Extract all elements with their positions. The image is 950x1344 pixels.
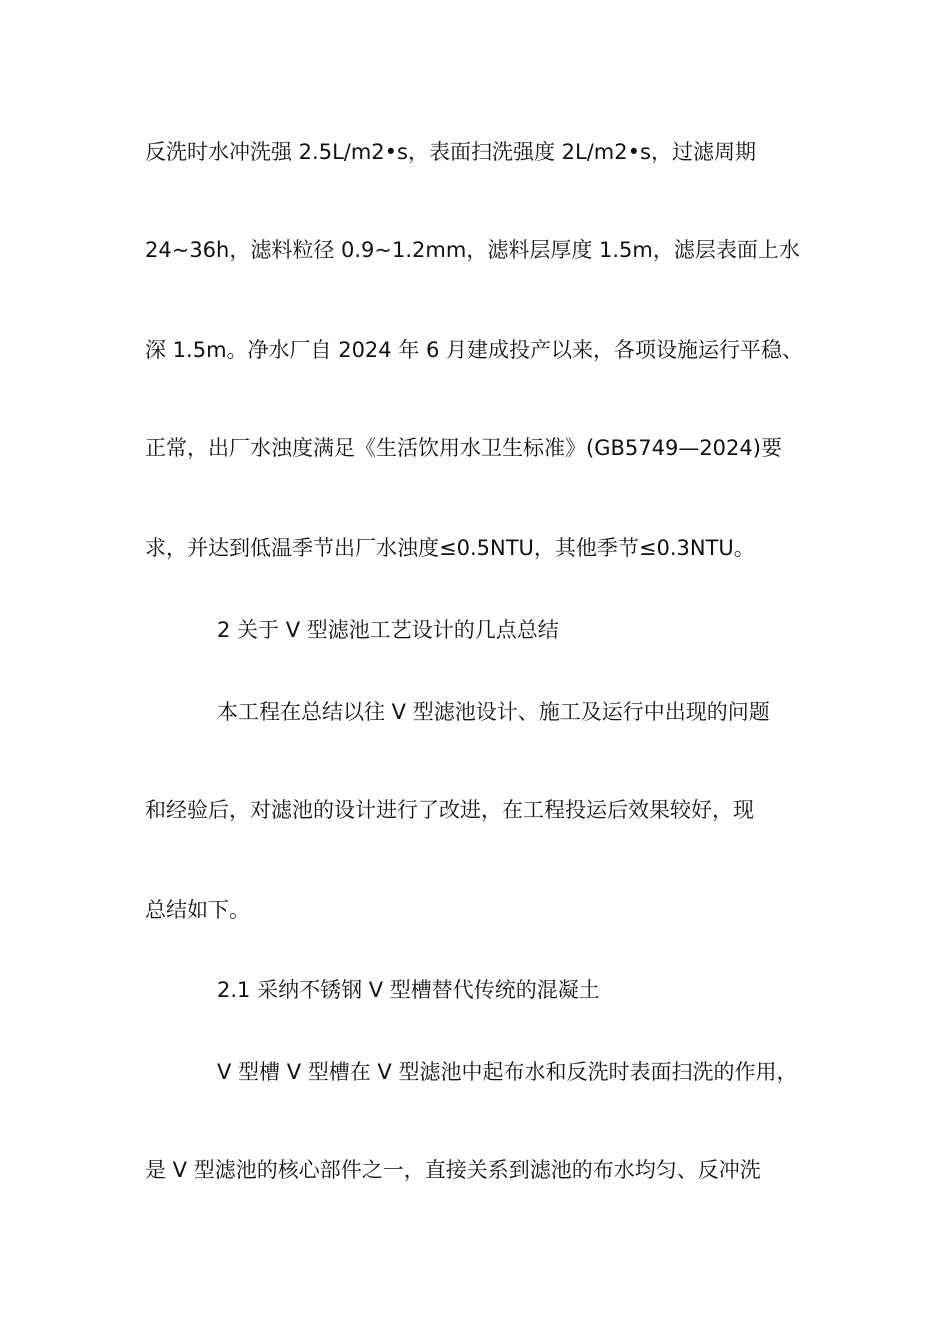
paragraph-line: 求，并达到低温季节出厂水浊度≤0.5NTU，其他季节≤0.3NTU。 (145, 536, 755, 560)
paragraph-line: V 型槽 V 型槽在 V 型滤池中起布水和反洗时表面扫洗的作用， (217, 1060, 798, 1084)
paragraph-line: 24~36h，滤料粒径 0.9~1.2mm，滤料层厚度 1.5m，滤层表面上水 (145, 238, 800, 262)
paragraph-line: 正常，出厂水浊度满足《生活饮用水卫生标准》(GB5749—2024)要 (145, 436, 782, 460)
paragraph-line: 是 V 型滤池的核心部件之一，直接关系到滤池的布水均匀、反冲洗 (145, 1158, 761, 1182)
paragraph-line: 深 1.5m。净水厂自 2024 年 6 月建成投产以来，各项设施运行平稳、 (145, 338, 804, 362)
paragraph-line: 反洗时水冲洗强 2.5L/m2•s，表面扫洗强度 2L/m2•s，过滤周期 (145, 140, 756, 164)
paragraph-line: 总结如下。 (145, 898, 250, 922)
paragraph-line: 本工程在总结以往 V 型滤池设计、施工及运行中出现的问题 (217, 700, 770, 724)
subsection-heading: 2.1 采纳不锈钢 V 型槽替代传统的混凝土 (217, 978, 600, 1002)
section-heading: 2 关于 V 型滤池工艺设计的几点总结 (217, 618, 559, 642)
paragraph-line: 和经验后，对滤池的设计进行了改进，在工程投运后效果较好，现 (145, 798, 754, 822)
